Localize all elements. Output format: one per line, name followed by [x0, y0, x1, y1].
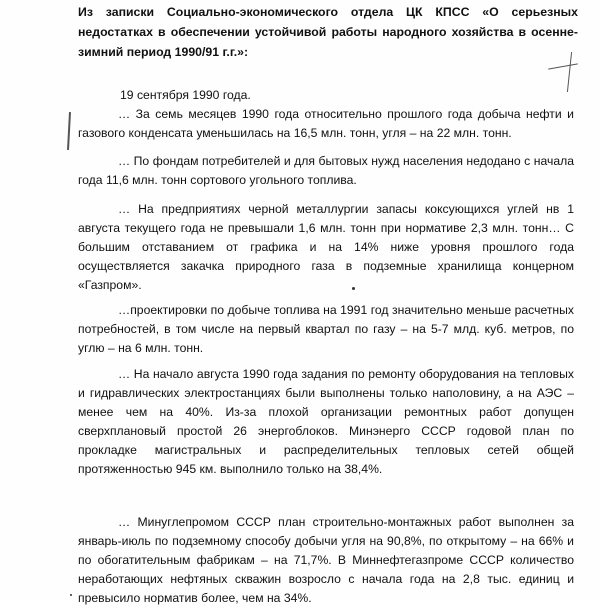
paragraph-fuel-planning-1991: …проектировки по добыче топлива на 1991 год значительно меньше расчетных потребностей, в том числе на первый квартал по газу – на 5-7 млд. куб. метров, по углю – на 6 млн. тонн.	[78, 303, 574, 355]
pen-mark-right-stroke	[548, 63, 578, 69]
paragraph-coal-fuel-shortfall: … По фондам потребителей и для бытовых нужд населения недодано с начала года 11,6 млн. тонн сортового угольного топлива.	[78, 154, 574, 187]
scan-speck	[352, 287, 355, 290]
paragraph-metallurgy-gas-storage: … На предприятиях черной металлургии запасы коксующихся углей нв 1 августа текущего года не превышали 1,6 млн. тонн при нормативе 2,3 млн. тонн… С большим отставанием от графика и на 14% ниже уровня прошлого года осуществляется закачка природного газа в подземные хранилища концерном «Газпром».	[78, 202, 574, 292]
document-date: 19 сентября 1990 года.	[120, 88, 251, 102]
pen-mark-left-margin	[67, 112, 71, 150]
paragraph-oil-gas-output: … За семь месяцев 1990 года относительно прошлого года добыча нефти и газового конденсата уменьшилась на 16,5 млн. тонн, угля – на 22 млн. тонн.	[78, 107, 574, 140]
scan-speck	[70, 594, 72, 596]
paragraph-power-plant-repairs: … На начало августа 1990 года задания по ремонту оборудования на тепловых и гидравлических электростанциях были выполнены только наполовину, а на АЭС – менее чем на 40%. Из-за плохой организации ремонтных работ допущен сверхплановый простой 26 энергоблоков. Минэнерго СССР годовой план по прокладке магистральных и распределительных тепловых сетей общей протяженностью 945 км. выполнило только на 38,4%.	[78, 367, 574, 476]
document-heading: Из записки Социально-экономического отдела ЦК КПСС «О серьезных недостатках в обеспечении устойчивой работы народного хозяйства в осенне-зимний период 1990/91 г.г.»:	[78, 5, 578, 59]
paragraph-coal-oil-industry: … Минуглепромом СССР план строительно-монтажных работ выполнен за январь-июль по подземному способу добычи угля на 90,8%, по открытому – на 66% и по обогатительным фабрикам – на 71,7%. В Миннефтегазпроме СССР количество неработающих нефтяных скважин возросло с начала года на 2,8 тыс. единиц и превысило норматив более, чем на 34%.	[78, 515, 574, 605]
